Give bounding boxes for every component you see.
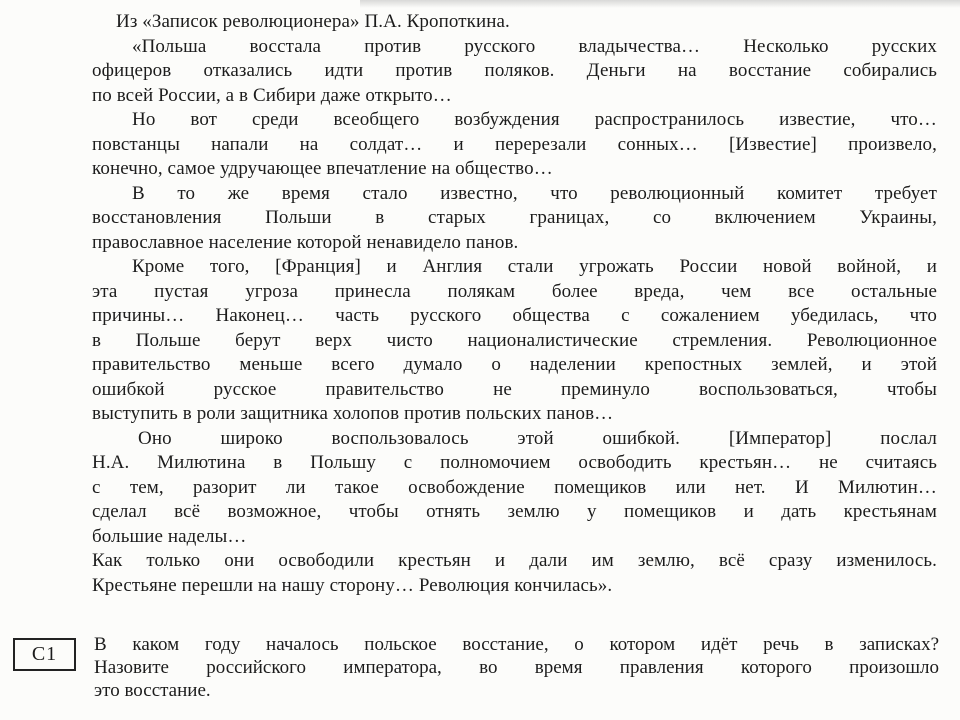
- source-excerpt: [92, 10, 937, 598]
- text-line: «Польша восстала против русского владычества… Несколько русских: [132, 35, 937, 57]
- text-line: выступить в роли защитника холопов против польских панов…: [92, 403, 614, 424]
- task-number-badge: С1: [13, 638, 76, 671]
- text-line: по всей России, а в Сибири даже открыто…: [92, 84, 452, 106]
- text-line: конечно, самое удручающее впечатление на общество…: [92, 158, 553, 179]
- text-line: Оно широко воспользовалось этой ошибкой. [Император] послал: [138, 427, 937, 449]
- text-line: В то же время стало известно, что революционный комитет требует: [132, 182, 937, 204]
- text-line: Н.А. Милютина в Польшу с полномочием освободить крестьян… не считаясь: [92, 452, 937, 473]
- text-line: Но вот среди всеобщего возбуждения распространилось известие, что…: [132, 109, 937, 130]
- text-line: Крестьяне перешли на нашу сторону… Революция кончилась».: [92, 574, 613, 596]
- scan-shadow: [360, 0, 960, 8]
- text-line: правительство меньше всего думало о наделении крепостных землей, и этой: [92, 354, 937, 375]
- text-line: православное население которой ненавидело панов.: [92, 231, 519, 253]
- question-line: В каком году началось польское восстание, о котором идёт речь в записках?: [94, 634, 939, 655]
- text-line: восстановления Польши в старых границах, со включением Украины,: [92, 207, 937, 228]
- text-line: офицеров отказались идти против поляков. Деньги на восстание собирались: [92, 60, 937, 81]
- text-line: повстанцы напали на солдат… и перерезали сонных… [Известие] произвело,: [92, 133, 937, 155]
- source-heading: Из «Записок революционера» П.А. Кропоткина.: [116, 11, 510, 32]
- task-question: [94, 633, 939, 702]
- text-line: сделал всё возможное, чтобы отнять землю у помещиков и дать крестьянам: [92, 501, 937, 522]
- text-line: Кроме того, [Франция] и Англия стали угрожать России новой войной, и: [132, 256, 937, 277]
- text-line: Как только они освободили крестьян и дали им землю, всё сразу изменилось.: [92, 550, 937, 571]
- question-line: это восстание.: [94, 680, 211, 701]
- text-line: большие наделы…: [92, 525, 247, 547]
- text-line: ошибкой русское правительство не преминуло воспользоваться, чтобы: [92, 378, 937, 400]
- text-line: в Польше берут верх чисто националистические стремления. Революционное: [92, 329, 937, 351]
- text-line: причины… Наконец… часть русского общества с сожалением убедилась, что: [92, 305, 937, 326]
- text-line: с тем, разорит ли такое освобождение помещиков или нет. И Милютин…: [92, 476, 937, 498]
- question-line: Назовите российского императора, во время правления которого произошло: [94, 657, 939, 678]
- text-line: эта пустая угроза принесла полякам более вреда, чем все остальные: [92, 280, 937, 302]
